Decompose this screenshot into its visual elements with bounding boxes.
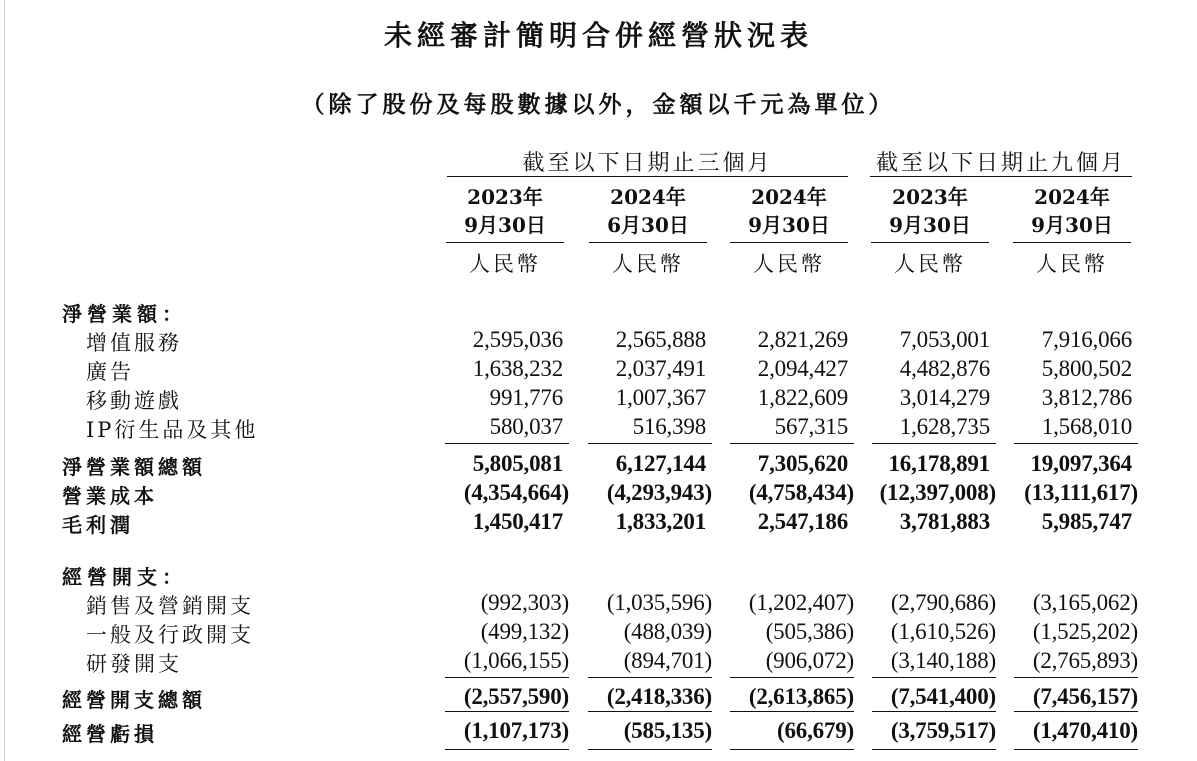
row-label: 淨營業額總額 xyxy=(62,455,206,479)
cell-value: 1,450,417 xyxy=(472,509,563,534)
column-year: 2023年 xyxy=(892,185,968,209)
cell-value: 1,833,201 xyxy=(615,509,706,534)
cell-value: 7,916,066 xyxy=(1041,327,1132,352)
cell-value: 16,178,891 xyxy=(888,451,990,476)
cell-value: 2,821,269 xyxy=(757,327,848,352)
cell-value: 1,007,367 xyxy=(615,385,706,410)
column-currency: 人民幣 xyxy=(894,252,966,276)
cell-value: 19,097,364 xyxy=(1030,451,1132,476)
cell-value: (66,679) xyxy=(777,718,854,743)
cell-value: 1,822,609 xyxy=(757,385,848,410)
cell-value: (12,397,008) xyxy=(879,480,996,505)
cell-value: 1,638,232 xyxy=(472,356,563,381)
subtotal-rule xyxy=(730,711,854,712)
column-currency: 人民幣 xyxy=(469,252,541,276)
column-date: 9月30日 xyxy=(889,213,971,237)
column-currency: 人民幣 xyxy=(753,252,825,276)
row-label: 增值服務 xyxy=(86,331,182,355)
cell-value: 2,595,036 xyxy=(472,327,563,352)
cell-value: 5,985,747 xyxy=(1041,509,1132,534)
column-group-header: 截至以下日期止九個月 xyxy=(870,146,1132,178)
cell-value: (4,758,434) xyxy=(748,480,854,505)
cell-value: (1,107,173) xyxy=(463,718,569,743)
cell-value: 5,805,081 xyxy=(472,451,563,476)
column-header-rule xyxy=(446,242,564,243)
cell-value: (585,135) xyxy=(623,718,712,743)
cell-value: 2,565,888 xyxy=(615,327,706,352)
subtotal-rule xyxy=(1014,677,1138,678)
column-group-header: 截至以下日期止三個月 xyxy=(447,146,848,178)
row-label: 廣告 xyxy=(86,360,134,384)
subtotal-rule xyxy=(872,677,996,678)
statement-title: 未經審計簡明合併經營狀況表 xyxy=(383,19,813,52)
subtotal-rule xyxy=(730,677,854,678)
cell-value: 3,812,786 xyxy=(1041,385,1132,410)
subtotal-rule xyxy=(588,711,712,712)
cell-value: (3,140,188) xyxy=(890,648,996,673)
cell-value: (1,202,407) xyxy=(748,590,854,615)
cell-value: 7,053,001 xyxy=(899,327,990,352)
subtotal-rule xyxy=(1014,749,1138,750)
cell-value: (992,303) xyxy=(480,590,569,615)
cell-value: (2,790,686) xyxy=(890,590,996,615)
cell-value: 4,482,876 xyxy=(899,356,990,381)
cell-value: (7,456,157) xyxy=(1032,684,1138,709)
cell-value: 991,776 xyxy=(489,385,563,410)
column-date: 6月30日 xyxy=(607,213,689,237)
cell-value: (3,165,062) xyxy=(1032,590,1138,615)
cell-value: 516,398 xyxy=(632,414,706,439)
subtotal-rule xyxy=(872,711,996,712)
subtotal-rule xyxy=(730,749,854,750)
column-header-rule xyxy=(871,242,989,243)
cell-value: (906,072) xyxy=(765,648,854,673)
column-group-rule xyxy=(447,176,848,177)
subtotal-rule xyxy=(588,443,712,444)
cell-value: (894,701) xyxy=(623,648,712,673)
cell-value: (1,035,596) xyxy=(606,590,712,615)
cell-value: (13,111,617) xyxy=(1024,480,1138,505)
cell-value: 2,547,186 xyxy=(757,509,848,534)
cell-value: 6,127,144 xyxy=(615,451,706,476)
cell-value: (3,759,517) xyxy=(890,718,996,743)
column-header-rule xyxy=(589,242,707,243)
statement-subtitle: （除了股份及每股數據以外，金額以千元為單位） xyxy=(301,92,896,118)
cell-value: (1,066,155) xyxy=(463,648,569,673)
row-label: 毛利潤 xyxy=(62,513,134,537)
column-header-rule xyxy=(730,242,848,243)
cell-value: 2,094,427 xyxy=(757,356,848,381)
row-label: IP衍生品及其他 xyxy=(86,418,259,442)
row-label: 經營開支： xyxy=(62,565,187,589)
cell-value: 3,014,279 xyxy=(899,385,990,410)
cell-value: 2,037,491 xyxy=(615,356,706,381)
column-year: 2024年 xyxy=(610,185,686,209)
column-header-rule xyxy=(1013,242,1131,243)
cell-value: (505,386) xyxy=(765,619,854,644)
subtotal-rule xyxy=(588,749,712,750)
cell-value: (499,132) xyxy=(480,619,569,644)
cell-value: (2,557,590) xyxy=(463,684,569,709)
column-currency: 人民幣 xyxy=(1036,252,1108,276)
row-label: 淨營業額： xyxy=(62,302,187,326)
cell-value: (1,525,202) xyxy=(1032,619,1138,644)
row-label: 銷售及營銷開支 xyxy=(86,594,254,618)
cell-value: (488,039) xyxy=(623,619,712,644)
subtotal-rule xyxy=(445,749,569,750)
subtotal-rule xyxy=(445,443,569,444)
column-year: 2024年 xyxy=(751,185,827,209)
column-group-rule xyxy=(870,176,1132,177)
cell-value: (1,470,410) xyxy=(1032,718,1138,743)
row-label: 移動遊戲 xyxy=(86,389,182,413)
cell-value: 3,781,883 xyxy=(899,509,990,534)
column-date: 9月30日 xyxy=(748,213,830,237)
row-label: 一般及行政開支 xyxy=(86,623,254,647)
cell-value: 567,315 xyxy=(774,414,848,439)
subtotal-rule xyxy=(445,677,569,678)
cell-value: (2,418,336) xyxy=(606,684,712,709)
column-year: 2023年 xyxy=(467,185,543,209)
cell-value: (7,541,400) xyxy=(890,684,996,709)
cell-value: 7,305,620 xyxy=(757,451,848,476)
subtotal-rule xyxy=(1014,443,1138,444)
subtotal-rule xyxy=(730,443,854,444)
column-date: 9月30日 xyxy=(464,213,546,237)
cell-value: 580,037 xyxy=(489,414,563,439)
column-currency: 人民幣 xyxy=(612,252,684,276)
subtotal-rule xyxy=(588,677,712,678)
column-date: 9月30日 xyxy=(1031,213,1113,237)
row-label: 經營開支總額 xyxy=(62,688,206,712)
cell-value: 1,568,010 xyxy=(1041,414,1132,439)
cell-value: (2,613,865) xyxy=(748,684,854,709)
cell-value: (1,610,526) xyxy=(890,619,996,644)
subtotal-rule xyxy=(872,443,996,444)
cell-value: (4,293,943) xyxy=(606,480,712,505)
cell-value: (2,765,893) xyxy=(1032,648,1138,673)
subtotal-rule xyxy=(445,711,569,712)
row-label: 營業成本 xyxy=(62,484,158,508)
row-label: 研發開支 xyxy=(86,652,182,676)
row-label: 經營虧損 xyxy=(62,722,158,746)
column-year: 2024年 xyxy=(1034,185,1110,209)
cell-value: 1,628,735 xyxy=(899,414,990,439)
cell-value: (4,354,664) xyxy=(463,480,569,505)
subtotal-rule xyxy=(872,749,996,750)
subtotal-rule xyxy=(1014,711,1138,712)
cell-value: 5,800,502 xyxy=(1041,356,1132,381)
